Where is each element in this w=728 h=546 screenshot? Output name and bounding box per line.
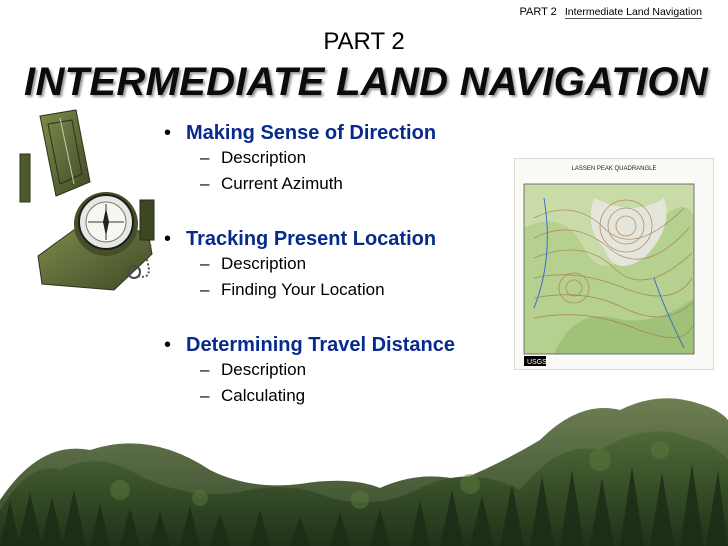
header-tag bbox=[519, 6, 702, 18]
usgs-logo: USGS bbox=[527, 359, 547, 366]
map-header: LASSEN PEAK QUADRANGLE bbox=[571, 166, 657, 172]
section-heading bbox=[164, 227, 524, 251]
section-heading bbox=[164, 333, 524, 357]
sub-item-text: Description bbox=[221, 148, 307, 167]
heading-text: Tracking Present Location bbox=[186, 228, 437, 250]
sub-item-text: Calculating bbox=[221, 386, 306, 405]
dash: – bbox=[200, 360, 210, 379]
dash: – bbox=[200, 280, 210, 299]
dash: – bbox=[200, 254, 210, 273]
header-part: PART 2 bbox=[519, 6, 557, 18]
part-title: PART 2 bbox=[323, 28, 405, 55]
heading-text: Making Sense of Direction bbox=[186, 122, 437, 144]
sub-item-text: Finding Your Location bbox=[221, 280, 385, 299]
header-subtitle: Intermediate Land Navigation bbox=[564, 6, 702, 18]
bullet-list bbox=[164, 121, 524, 409]
topo-map-image bbox=[514, 158, 714, 370]
dash: – bbox=[200, 148, 210, 167]
sub-item bbox=[164, 171, 524, 197]
bullet-dot: • bbox=[164, 228, 172, 250]
section-direction bbox=[164, 121, 524, 197]
section-location bbox=[164, 227, 524, 303]
sub-item-text: Description bbox=[221, 360, 307, 379]
sub-item bbox=[164, 277, 524, 303]
bullet-dot: • bbox=[164, 122, 172, 144]
main-title: INTERMEDIATE LAND NAVIGATION bbox=[24, 60, 708, 104]
heading-text: Determining Travel Distance bbox=[186, 334, 455, 356]
dash: – bbox=[200, 174, 210, 193]
sub-item-text: Description bbox=[221, 254, 307, 273]
bullet-dot: • bbox=[164, 334, 172, 356]
sub-item-text: Current Azimuth bbox=[221, 174, 343, 193]
dash: – bbox=[200, 386, 210, 405]
sub-item bbox=[164, 251, 524, 277]
compass-image bbox=[12, 104, 160, 292]
section-heading bbox=[164, 121, 524, 145]
forest-landscape-image bbox=[0, 380, 728, 546]
sub-item bbox=[164, 145, 524, 171]
